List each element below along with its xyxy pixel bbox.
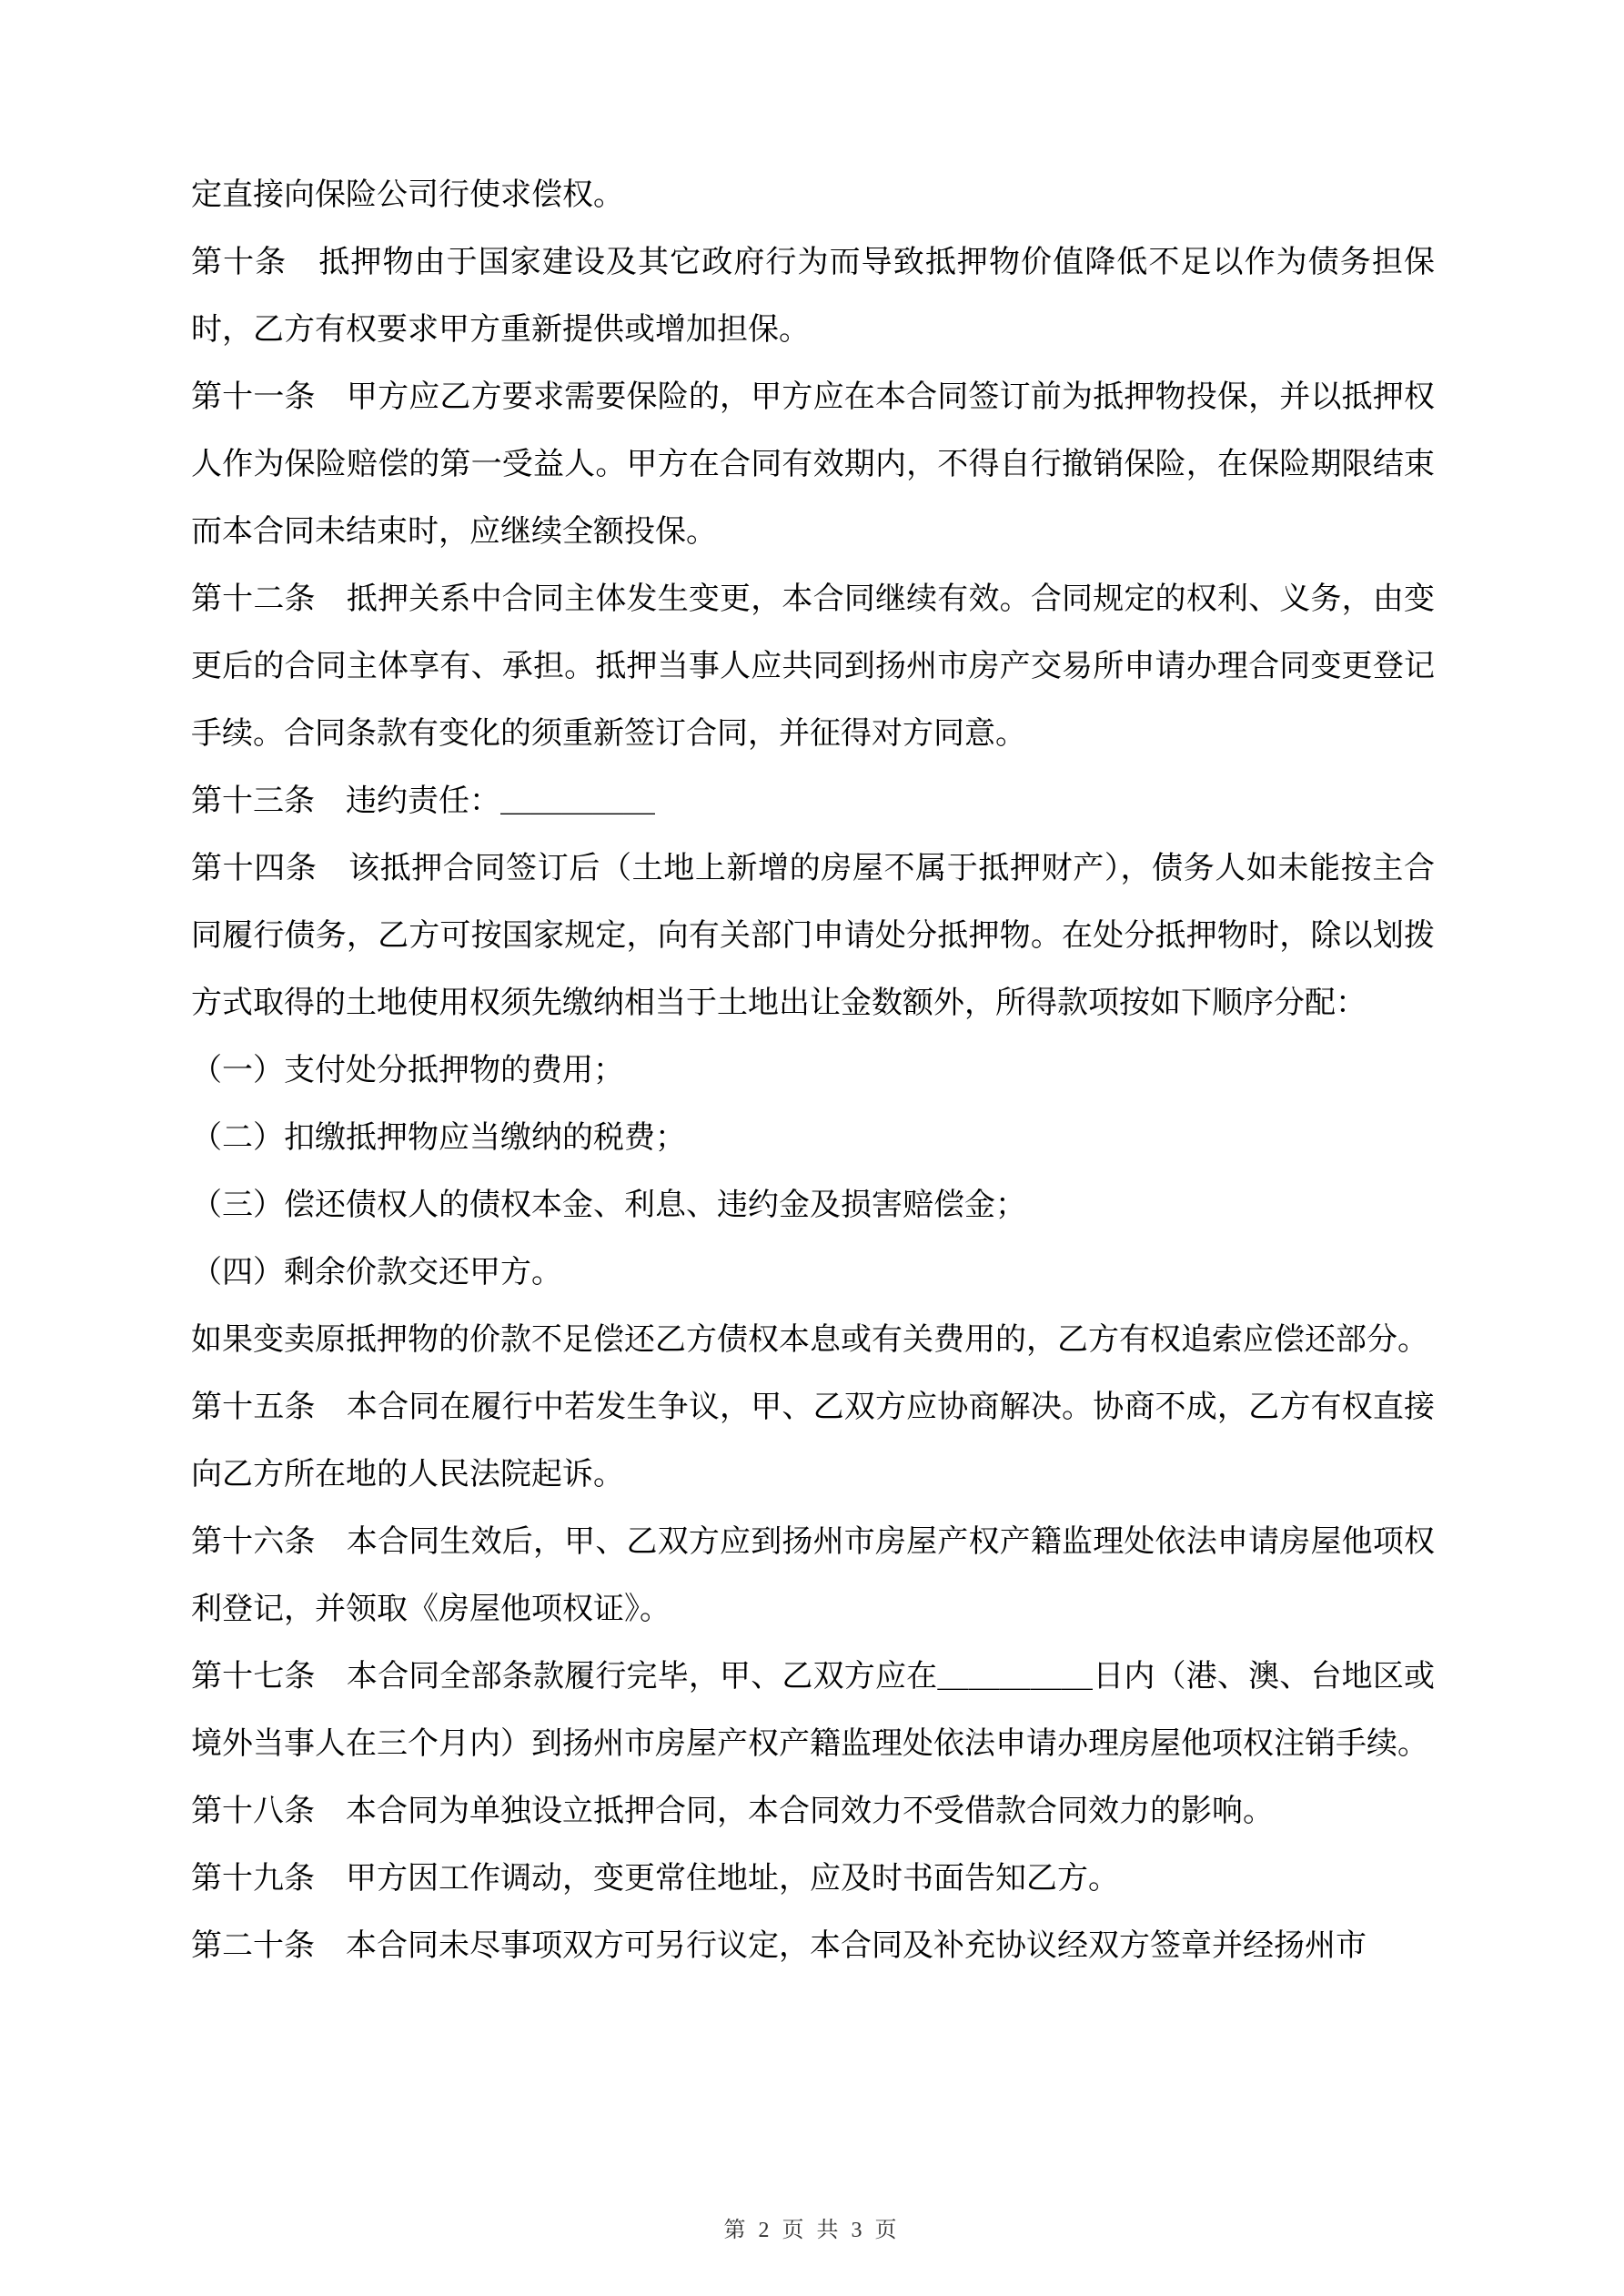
clause-20: 第二十条 本合同未尽事项双方可另行议定，本合同及补充协议经双方签章并经扬州市 [191, 1929, 1367, 1963]
clause-11: 第十一条 甲方应乙方要求需要保险的，甲方应在本合同签订前为抵押物投保，并以抵押权人作为保险赔偿的第一受益人。甲方在合同有效期内，不得自行撤销保险，在保险期限结束而本合同未结束时，应继续全额投保。 [191, 380, 1435, 549]
clause-14-item-3: （三）偿还债权人的债权本金、利息、违约金及损害赔偿金； [191, 1188, 1026, 1222]
clause-18: 第十八条 本合同为单独设立抵押合同，本合同效力不受借款合同效力的影响。 [191, 1795, 1274, 1828]
page-number-footer: 第 2 页 共 3 页 [723, 2219, 901, 2242]
clause-14-item-1: （一）支付处分抵押物的费用； [191, 1054, 624, 1087]
clause-14-item-4: （四）剩余价款交还甲方。 [191, 1256, 562, 1290]
clause-14-remainder-note: 如果变卖原抵押物的价款不足偿还乙方债权本息或有关费用的，乙方有权追索应偿还部分。 [191, 1323, 1428, 1357]
clause-19: 第十九条 甲方因工作调动，变更常住地址，应及时书面告知乙方。 [191, 1862, 1119, 1896]
clause-13-breach-liability-blank: 第十三条 违约责任：＿＿＿＿＿ [191, 784, 655, 818]
clause-16: 第十六条 本合同生效后，甲、乙双方应到扬州市房屋产权产籍监理处依法申请房屋他项权利登记，并领取《房屋他项权证》。 [191, 1525, 1435, 1626]
clause-15: 第十五条 本合同在履行中若发生争议，甲、乙双方应协商解决。协商不成，乙方有权直接向乙方所在地的人民法院起诉。 [191, 1391, 1435, 1492]
paragraph-continuation: 定直接向保险公司行使求偿权。 [191, 178, 624, 212]
clause-17: 第十七条 本合同全部条款履行完毕，甲、乙双方应在＿＿＿＿＿日内（港、澳、台地区或境外当事人在三个月内）到扬州市房屋产权产籍监理处依法申请办理房屋他项权注销手续。 [191, 1660, 1435, 1761]
clause-14: 第十四条 该抵押合同签订后（土地上新增的房屋不属于抵押财产），债务人如未能按主合同履行债务，乙方可按国家规定，向有关部门申请处分抵押物。在处分抵押物时，除以划拨方式取得的土地使用权须先缴纳相当于土地出让金数额外，所得款项按如下顺序分配： [191, 852, 1435, 1020]
clause-10: 第十条 抵押物由于国家建设及其它政府行为而导致抵押物价值降低不足以作为债务担保时，乙方有权要求甲方重新提供或增加担保。 [191, 246, 1435, 347]
document-body [191, 162, 1435, 1980]
clause-12: 第十二条 抵押关系中合同主体发生变更，本合同继续有效。合同规定的权利、义务，由变更后的合同主体享有、承担。抵押当事人应共同到扬州市房产交易所申请办理合同变更登记手续。合同条款有变化的须重新签订合同，并征得对方同意。 [191, 582, 1435, 751]
clause-14-item-2: （二）扣缴抵押物应当缴纳的税费； [191, 1121, 686, 1155]
